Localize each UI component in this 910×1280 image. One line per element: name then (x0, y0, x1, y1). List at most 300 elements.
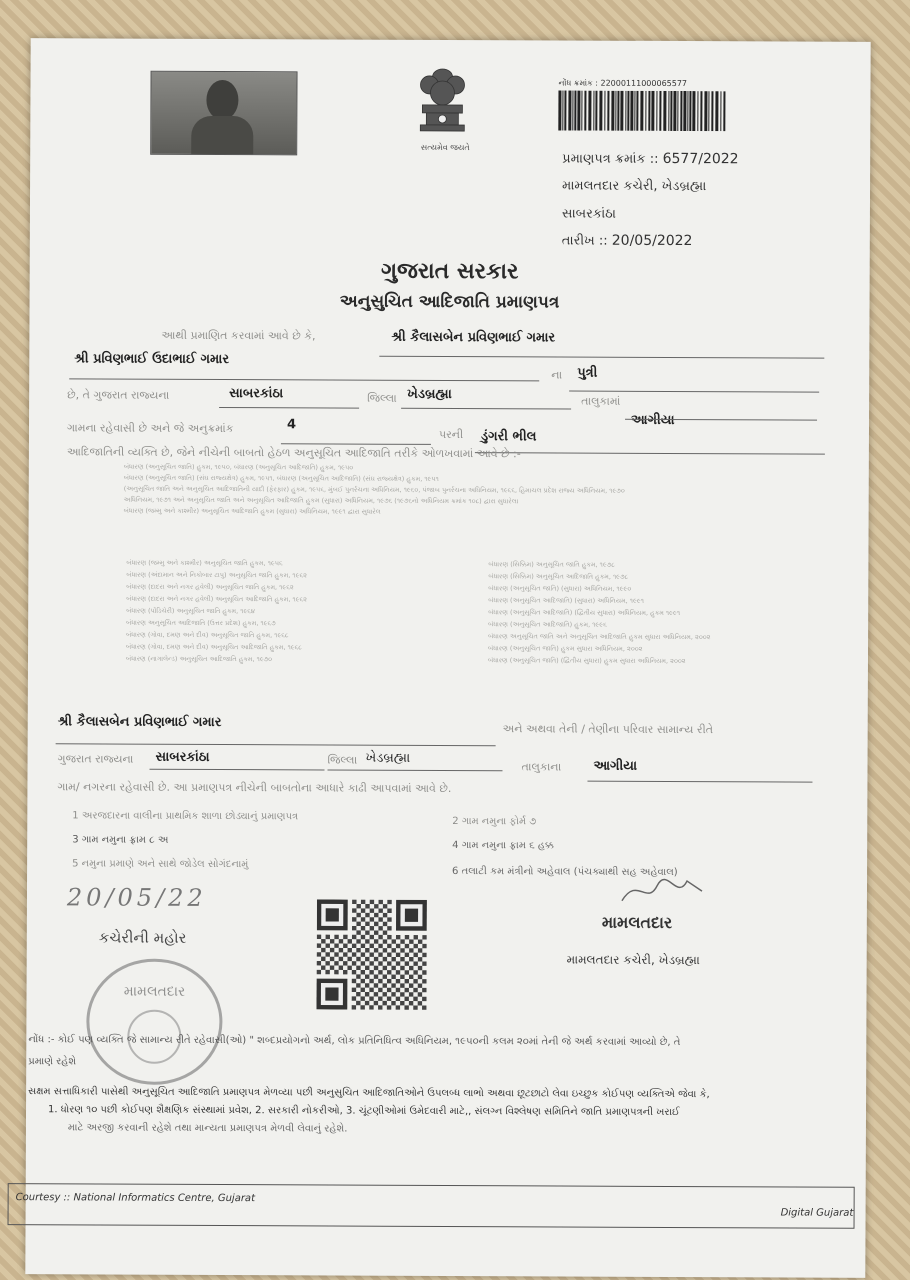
qr-module (374, 957, 378, 961)
footer-digital-gujarat: Digital Gujarat (780, 1207, 854, 1219)
qr-module (405, 944, 409, 948)
qr-module (387, 979, 391, 983)
underline (475, 452, 825, 455)
barcode-bar (625, 91, 626, 131)
qr-module (369, 996, 373, 1000)
qr-module (369, 988, 373, 992)
qr-module (365, 913, 369, 917)
qr-module (409, 975, 413, 979)
qr-module (343, 952, 347, 956)
barcode-bar (584, 91, 586, 131)
serial-value: 4 (286, 417, 297, 433)
order-line: (અનુસૂચિત જાતિ અને અનુસૂચિત આદિજાતિની યાદી (ફેરફાર) હુકમ, ૧૯૫૬, મુંબઈ પુનર્રચના અધિનિયમ, ૧૯૬૦, પંજાબ પુનર્રચના અધિનિયમ, ૧૯૬૬, હિમાચલ પ્રદેશ રાજ્ય અધિનિયમ, ૧૯૭૦ (123, 484, 625, 495)
qr-module (413, 953, 417, 957)
qr-module (347, 966, 351, 970)
qr-module (365, 1001, 369, 1005)
signatory-title: મામલતદાર (601, 912, 673, 932)
underline (379, 356, 824, 359)
qr-module (374, 974, 378, 978)
qr-module (396, 944, 400, 948)
note-line-4: 1. ધોરણ ૧૦ પછી કોઈપણ શૈક્ષણિક સંસ્થામાં પ્રવેશ, 2. સરકારી નોકરીઓ, 3. ચૂંટણીઓમાં ઉમેદવારી માટે,, સંલગ્ન વિશ્લેષણ સમિતિને જાતિ પ્રમાણપત્રની ખરાઈ (48, 1104, 680, 1119)
stamp-text: મામલતદાર (123, 983, 186, 1000)
qr-module (343, 961, 347, 965)
qr-module (387, 917, 391, 921)
qr-module (357, 904, 361, 908)
emblem-caption: સત્યમેવ જયતે (420, 142, 470, 153)
qr-module (343, 970, 347, 974)
qr-module (383, 948, 387, 952)
barcode-bar (708, 91, 709, 131)
qr-finder-block (325, 987, 338, 1000)
qr-module (334, 944, 338, 948)
qr-module (369, 1005, 373, 1009)
qr-module (378, 926, 382, 930)
qr-module (413, 970, 417, 974)
barcode-bar (604, 91, 605, 131)
barcode-bar (663, 91, 666, 131)
qr-module (387, 944, 391, 948)
qr-module (383, 966, 387, 970)
government-title: ગુજરાત સરકાર (380, 257, 519, 285)
qr-module (400, 939, 404, 943)
qr-module (360, 1005, 364, 1009)
qr-module (409, 957, 413, 961)
qr-module (378, 988, 382, 992)
qr-module (348, 939, 352, 943)
district-value: સાબરકાંઠા (229, 386, 284, 402)
qr-module (352, 952, 356, 956)
underline (56, 743, 496, 746)
family-applicant-name: શ્રી કૈલાસબેન પ્રવિણભાઈ ગમાર (57, 714, 222, 731)
barcode-bar (689, 91, 691, 131)
document-5: 5 નમુના પ્રમાણે અને સાથે જોડેલ સોગંદનામું (72, 858, 249, 871)
qr-module (374, 992, 378, 996)
qr-module (339, 948, 343, 952)
qr-module (422, 997, 426, 1001)
date-label: તારીખ :: (561, 233, 608, 249)
qr-module (361, 944, 365, 948)
qr-module (383, 957, 387, 961)
qr-module (352, 900, 356, 904)
barcode-bar (611, 91, 614, 131)
order-right-item: બંધારણ (અનુસૂચિત જાતિ) (સુધારા) અધિનિયમ, ૧૯૯૦ (488, 584, 632, 593)
barcode-number: નોંધ ક્રમાંક : 22000111000065577 (558, 78, 688, 89)
qr-module (387, 909, 391, 913)
qr-module (330, 939, 334, 943)
qr-module (405, 997, 409, 1001)
qr-module (374, 1001, 378, 1005)
qr-module (326, 943, 330, 947)
qr-module (356, 913, 360, 917)
barcode-bar (673, 91, 676, 131)
qr-module (396, 970, 400, 974)
underline (587, 781, 812, 783)
qr-module (365, 922, 369, 926)
qr-module (361, 917, 365, 921)
barcode-bar (651, 91, 654, 131)
applicant-name: શ્રી કૈલાસબેન પ્રવિણભાઈ ગમાર (391, 329, 556, 346)
qr-module (378, 935, 382, 939)
order-right-item: બંધારણ (સિક્કિમ) અનુસૂચિત જાતિ હુકમ, ૧૯૭૮ (488, 560, 615, 569)
underline (328, 769, 503, 771)
barcode-bar (607, 91, 609, 131)
qr-module (418, 975, 422, 979)
qr-module (374, 922, 378, 926)
order-left-item: બંધારણ (ગોવા, દમણ અને દીવ) અનુસૂચિત આદિજાતિ હુકમ, ૧૯૬૮ (126, 642, 302, 652)
qr-module (378, 961, 382, 965)
qr-module (413, 961, 417, 965)
qr-module (356, 966, 360, 970)
barcode-bar (656, 91, 657, 131)
order-left-item: બંધારણ (પોંડિચેરી) અનુસૂચિત જાતિ હુકમ, ૧૯૬૪ (126, 606, 256, 616)
barcode-bar (640, 91, 643, 131)
date-value: 20/05/2022 (611, 232, 693, 250)
qr-module (413, 988, 417, 992)
qr-module (317, 935, 321, 939)
barcode-bar (645, 91, 646, 131)
qr-module (369, 970, 373, 974)
qr-module (339, 957, 343, 961)
signatory-office: મામલતદાર કચેરી, ખેડબ્રહ્મા (566, 952, 700, 968)
qr-module (418, 992, 422, 996)
qr-module (405, 970, 409, 974)
barcode-bar (599, 91, 602, 131)
qr-module (374, 966, 378, 970)
qr-module (317, 952, 321, 956)
qr-module (334, 952, 338, 956)
qr-module (365, 904, 369, 908)
qr-module (365, 930, 369, 934)
qr-module (387, 926, 391, 930)
taluka-label: તાલુકામાં (581, 394, 621, 408)
qr-module (326, 935, 330, 939)
qr-module (409, 983, 413, 987)
qr-module (422, 944, 426, 948)
qr-module (383, 939, 387, 943)
note-line-5: માટે અરજી કરવાની રહેશે તથા માન્યતા પ્રમાણપત્ર મેળવી લેવાનું રહેશે. (67, 1122, 348, 1135)
order-left-item: બંધારણ (દાદરા અને નગર હવેલી) અનુસૂચિત આદિજાતિ હુકમ, ૧૯૬૨ (126, 594, 308, 604)
order-left-item: બંધારણ (ગોવા, દમણ અને દીવ) અનુસૂચિત જાતિ હુકમ, ૧૯૬૮ (126, 630, 289, 640)
qr-module (383, 904, 387, 908)
qr-module (352, 917, 356, 921)
barcode-bar (568, 91, 571, 131)
barcode-bar (677, 91, 678, 131)
photo-face (206, 80, 238, 120)
qr-module (352, 1005, 356, 1009)
qr-module (391, 957, 395, 961)
relation: પુત્રી (577, 365, 598, 381)
order-left-item: બંધારણ (નાગાલેન્ડ) અનુસૂચિત આદિજાતિ હુકમ, ૧૯૭૦ (125, 654, 273, 664)
qr-module (405, 979, 409, 983)
qr-module (422, 1005, 426, 1009)
qr-module (391, 983, 395, 987)
qr-module (361, 908, 365, 912)
barcode-bar (659, 91, 661, 131)
qr-module (409, 1001, 413, 1005)
qr-module (352, 970, 356, 974)
qr-module (387, 953, 391, 957)
qr-module (405, 953, 409, 957)
qr-module (325, 952, 329, 956)
qr-module (374, 904, 378, 908)
qr-module (369, 952, 373, 956)
barcode-bar (620, 91, 623, 131)
barcode-bar (723, 91, 725, 131)
qr-module (369, 979, 373, 983)
qr-module (321, 965, 325, 969)
qr-module (396, 979, 400, 983)
certificate-title: અનુસુચિત આદિજાતિ પ્રમાણપત્ર (339, 291, 560, 313)
qr-module (365, 939, 369, 943)
order-right-item: બંધારણ (અનુસૂચિત આદિજાતિ) હુકમ, ૧૯૯૬ (488, 620, 607, 629)
order-line: અધિનિયમ, ૧૯૭૧ અને અનુસૂચિત જાતિ અને અનુસૂચિત આદિજાતિ હુકમ (સુધારા) અધિનિયમ, ૧૯૭૬ (૧૯૭૬નો અધિનિયમ ક્રમાંક ૧૦૮) દ્વારા સુધારેલા (123, 495, 519, 506)
qr-module (361, 988, 365, 992)
qr-module (365, 974, 369, 978)
barcode-bar (562, 90, 563, 130)
qr-module (387, 935, 391, 939)
qr-module (378, 917, 382, 921)
qr-module (321, 939, 325, 943)
qr-module (418, 948, 422, 952)
barcode-bar (634, 91, 635, 131)
qr-module (339, 966, 343, 970)
qr-module (383, 992, 387, 996)
qr-module (370, 917, 374, 921)
certificate-number-row (562, 150, 739, 167)
family-taluka: ખેડબ્રહ્મા (365, 750, 411, 766)
family-taluka-label: તાલુકાના (521, 760, 562, 774)
orders-right-column (488, 560, 711, 669)
qr-module (400, 983, 404, 987)
qr-module (361, 900, 365, 904)
note-line-3: સક્ષમ સત્તાધિકારી પાસેથી અનુસૂચિત આદિજાતિ પ્રમાણપત્ર મેળવ્યા પછી અનુસુચિત આદિજાતિઓને ઉપલબ્ધ લાભો અથવા છૂટછાટો લેવા ઇચ્છુક કોઈપણ વ્યક્તિએ જેવા કે, (28, 1086, 710, 1101)
na-label: ના (551, 368, 563, 382)
qr-module (409, 948, 413, 952)
qr-module (334, 961, 338, 965)
qr-module (356, 974, 360, 978)
signature-icon (617, 871, 707, 911)
qr-module (400, 1001, 404, 1005)
footer-frame (8, 1183, 855, 1229)
qr-module (361, 935, 365, 939)
qr-module (365, 983, 369, 987)
barcode-icon (556, 90, 728, 131)
family-resident-statement: અને અથવા તેની / તેણીના પરિવાર સામાન્ય રીતે (502, 722, 714, 737)
taluka-value: ખેડબ્રહ્મા (407, 386, 452, 403)
handwritten-date: 20/05/22 (66, 883, 207, 912)
qr-module (387, 988, 391, 992)
qr-module (356, 957, 360, 961)
barcode-bar (595, 91, 597, 131)
jilla-label: જિલ્લા (367, 391, 397, 405)
barcode-bar (627, 91, 629, 131)
barcode-bar (588, 91, 591, 131)
qr-module (321, 948, 325, 952)
qr-module (370, 908, 374, 912)
barcode-bar (593, 91, 594, 131)
note-line-2: પ્રમાણે રહેશે (28, 1056, 77, 1068)
footer-courtesy: Courtesy :: National Informatics Centre, Gujarat (15, 1192, 256, 1205)
qr-module (369, 961, 373, 965)
qr-module (356, 983, 360, 987)
barcode-bar (581, 91, 582, 131)
barcode-bar (668, 91, 669, 131)
qr-module (392, 939, 396, 943)
barcode-bar (680, 91, 682, 131)
village-value: આગીયા (631, 412, 675, 428)
qr-module (400, 975, 404, 979)
qr-module (352, 961, 356, 965)
qr-module (370, 935, 374, 939)
barcode-bar (700, 91, 702, 131)
qr-module (330, 965, 334, 969)
qr-module (396, 953, 400, 957)
qr-module (378, 970, 382, 974)
order-right-item: બંધારણ (સિક્કિમ) અનુસૂચિત આદિજાતિ હુકમ, ૧૯૭૮ (488, 572, 629, 581)
qr-module (387, 900, 391, 904)
qr-module (404, 1005, 408, 1009)
qr-module (365, 957, 369, 961)
qr-module (409, 939, 413, 943)
qr-module (383, 983, 387, 987)
order-right-item: બંધારણ (અનુસૂચિત જાતિ) (દ્વિતીય સુધારા) હુકમ સુધારા અધિનિયમ, ૨૦૦૨ (487, 656, 686, 666)
order-left-item: બંધારણ (અંદામાન અને નિકોબાર ટાપુ) અનુસૂચિત જાતિ હુકમ, ૧૯૬૨ (126, 570, 307, 580)
qr-module (352, 935, 356, 939)
qr-module (361, 996, 365, 1000)
qr-module (352, 926, 356, 930)
qr-module (418, 983, 422, 987)
qr-module (374, 913, 378, 917)
qr-module (391, 966, 395, 970)
qr-module (334, 935, 338, 939)
order-line: બંધારણ (જમ્મુ અને કાશ્મીર) અનુસૂચિત આદિજાતિ હુકમ (સુધારા) અધિનિયમ, ૧૯૯૧ દ્વારા સુધારેલ (123, 506, 381, 516)
barcode-bar (648, 91, 650, 131)
issuing-office: મામલતદાર કચેરી, ખેડબ્રહ્મા (562, 178, 707, 195)
pan-label: પરની (438, 427, 464, 442)
qr-module (383, 922, 387, 926)
qr-module (356, 948, 360, 952)
qr-module (383, 975, 387, 979)
family-district: સાબરકાંઠા (155, 749, 210, 765)
qr-module (405, 988, 409, 992)
qr-module (378, 996, 382, 1000)
qr-module (374, 948, 378, 952)
qr-module (418, 939, 422, 943)
order-left-item: બંધારણ અનુસૂચિત આદિજાતિ (ઉત્તર પ્રદેશ) હુકમ, ૧૯૬૭ (126, 618, 276, 628)
qr-module (400, 992, 404, 996)
family-village: આગીયા (593, 758, 638, 774)
qr-module (396, 988, 400, 992)
qr-module (418, 966, 422, 970)
qr-module (414, 935, 418, 939)
father-name: શ્રી પ્રવિણભાઈ ઉદાભાઈ ગમાર (74, 351, 230, 368)
qr-module (370, 926, 374, 930)
date-row (562, 232, 693, 249)
qr-module (391, 992, 395, 996)
barcode-bar (615, 91, 616, 131)
barcode-bar (572, 91, 573, 131)
qr-module (378, 908, 382, 912)
barcode-bar (630, 91, 633, 131)
barcode-bar (711, 91, 713, 131)
qr-module (413, 997, 417, 1001)
state-label: છે, તે ગુજરાત રાજ્યના (67, 388, 170, 402)
qr-module (365, 948, 369, 952)
certify-label: આથી પ્રમાણિત કરવામાં આવે છે કે, (161, 328, 316, 343)
qr-module (414, 944, 418, 948)
qr-module (365, 992, 369, 996)
qr-module (379, 900, 383, 904)
qr-module (409, 992, 413, 996)
certificate-number-value: 6577/2022 (662, 150, 739, 168)
qr-module (387, 997, 391, 1001)
tribe-statement: આદિજાતિની વ્યક્તિ છે, જેને નીચેની બાબતો હેઠળ અનુસૂચિત આદિજાતિ તરીકે ઓળખવામાં આવે છે :- (66, 445, 521, 461)
qr-module (400, 966, 404, 970)
qr-module (343, 944, 347, 948)
order-line: બંધારણ (અનુસૂચિત જાતિ) હુકમ, ૧૯૫૦, બંધારણ (અનુસૂચિત આદિજાતિ) હુકમ, ૧૯૫૦ (123, 462, 354, 472)
order-right-item: બંધારણ (અનુસૂચિત આદિજાતિ) (દ્વિતીય સુધારા) અધિનિયમ, હુકમ ૧૯૯૧ (488, 608, 681, 618)
barcode-bar (577, 91, 580, 131)
qr-module (378, 944, 382, 948)
note-line-1: નોંધ :- કોઈ પણ વ્યક્તિ જે સામાન્ય રીતે રહેવાસી(ઓ) " શબ્દપ્રયોગનો અર્થ, લોક પ્રતિનિધિત્વ અધિનિયમ, ૧૯૫૦ની કલમ ૨૦માં તેની જે અર્થ કરવામાં આવ્યો છે, તે (28, 1034, 681, 1049)
document-4: 4 ગામ નમુના ફ્રામ ૬ હક્ક (452, 840, 554, 852)
order-line: બંધારણ (અનુસૂચિત જાતિ) (સંઘ રાજ્યક્ષેત્ર) હુકમ, ૧૯૫૧, બંધારણ (અનુસૂચિત આદિજાતિ) (સંઘ રાજ્યક્ષેત્ર) હુકમ, ૧૯૫૧ (123, 473, 439, 483)
qr-module (422, 988, 426, 992)
certificate-paper (15, 38, 870, 1278)
barcode-bar (636, 91, 638, 131)
qr-module (356, 922, 360, 926)
qr-module (374, 983, 378, 987)
qr-finder-block (326, 908, 339, 921)
qr-module (383, 931, 387, 935)
photo-body (191, 116, 253, 154)
qr-module (374, 939, 378, 943)
qr-module (339, 939, 343, 943)
qr-module (370, 944, 374, 948)
qr-module (356, 1001, 360, 1005)
barcode-bar (670, 91, 672, 131)
qr-module (352, 988, 356, 992)
qr-module (343, 935, 347, 939)
order-right-item: બંધારણ (અનુસૂચિત આદિજાતિ) (સુધારા) અધિનિયમ, ૧૯૯૧ (488, 596, 644, 605)
document-2: 2 ગામ નમુના ફોર્મ ૭ (452, 816, 537, 828)
qr-module (422, 953, 426, 957)
qr-module (325, 961, 329, 965)
barcode-bar (687, 91, 688, 131)
family-state-label: ગુજરાત રાજ્યના (57, 752, 134, 766)
barcode-bar (692, 91, 695, 131)
qr-module (387, 970, 391, 974)
barcode-bar (697, 91, 698, 131)
qr-module (325, 970, 329, 974)
qr-module (392, 948, 396, 952)
qr-module (422, 979, 426, 983)
qr-module (361, 970, 365, 974)
qr-module (330, 957, 334, 961)
qr-module (387, 961, 391, 965)
qr-module (356, 930, 360, 934)
qr-module (387, 1005, 391, 1009)
qr-module (317, 943, 321, 947)
qr-module (413, 1005, 417, 1009)
family-jilla-label: જિલ્લા (327, 753, 358, 767)
qr-finder-block (405, 909, 418, 922)
qr-module (317, 970, 321, 974)
qr-module (361, 926, 365, 930)
qr-module (391, 1001, 395, 1005)
certificate-number-label: પ્રમાણપત્ર ક્રમાંક :: (562, 151, 659, 167)
barcode-bar (720, 91, 721, 131)
